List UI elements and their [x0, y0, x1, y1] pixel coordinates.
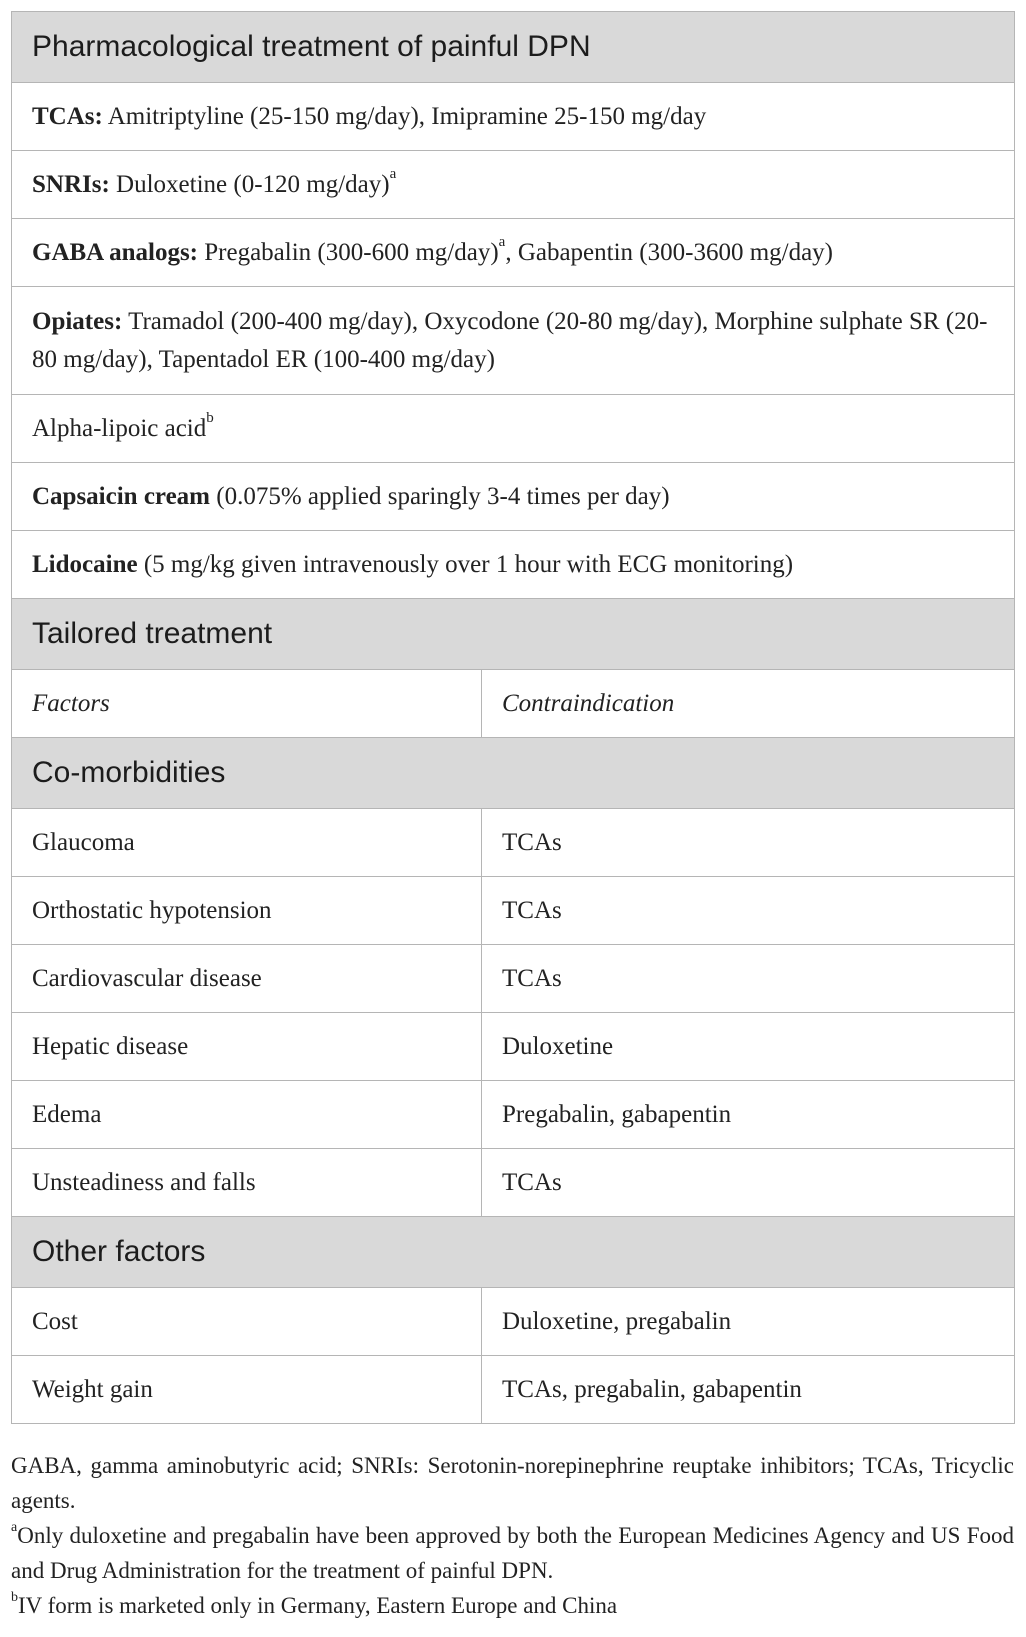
table-row [12, 219, 1015, 287]
drug-detail: Tramadol (200-400 mg/day), Oxycodone (20-80 mg/day), Morphine sulphate SR (20-80 mg/day), Tapentadol ER (100-400 mg/day) [32, 307, 988, 373]
column-header-contraindication: Contraindication [482, 670, 1015, 738]
factor-cell: Glaucoma [12, 809, 482, 877]
drug-detail: (0.075% applied sparingly 3-4 times per day) [210, 482, 670, 510]
drug-class: SNRIs: [32, 170, 110, 198]
drug-class: Opiates: [32, 307, 123, 335]
drug-class: Capsaicin cream [32, 482, 210, 510]
section-header-other-factors [12, 1217, 1015, 1288]
footnote-mark: b [11, 1590, 18, 1606]
footnote-a [11, 1518, 1014, 1588]
table-row [12, 531, 1015, 599]
treatment-table-container [11, 11, 1014, 1424]
abbreviations-note: GABA, gamma aminobutyric acid; SNRIs: Serotonin-norepinephrine reuptake inhibitors; TCAs, Tricyclic agents. [11, 1453, 1014, 1513]
contraindication-cell: TCAs [482, 945, 1015, 1013]
factor-cell: Weight gain [12, 1356, 482, 1424]
table-row [12, 151, 1015, 219]
drug-detail: Duloxetine (0-120 mg/day) [109, 170, 390, 198]
drug-detail: , Gabapentin (300-3600 mg/day) [505, 238, 834, 266]
footnote-mark: b [206, 410, 214, 427]
table-row [12, 287, 1015, 395]
contraindication-cell: TCAs [482, 809, 1015, 877]
table-row [12, 83, 1015, 151]
footnote-b [11, 1588, 1014, 1623]
contraindication-cell: TCAs [482, 1149, 1015, 1217]
section-title: Other factors [12, 1217, 1015, 1288]
column-header-factors: Factors [12, 670, 482, 738]
section-header-comorbidities [12, 738, 1015, 809]
drug-cell [12, 219, 1015, 287]
footnote-mark: a [389, 166, 397, 183]
table-row [12, 945, 1015, 1013]
footnote-mark: a [11, 1520, 18, 1536]
column-header-row [12, 670, 1015, 738]
factor-cell: Cost [12, 1288, 482, 1356]
drug-class: GABA analogs: [32, 238, 199, 266]
factor-cell: Unsteadiness and falls [12, 1149, 482, 1217]
table-row [12, 1288, 1015, 1356]
drug-cell [12, 463, 1015, 531]
drug-cell [12, 287, 1015, 395]
footnote-mark: a [498, 234, 506, 251]
section-title: Pharmacological treatment of painful DPN [12, 12, 1015, 83]
treatment-table [11, 11, 1015, 1424]
table-row [12, 809, 1015, 877]
drug-cell [12, 151, 1015, 219]
drug-cell [12, 395, 1015, 463]
table-row [12, 877, 1015, 945]
footnote-text: IV form is marketed only in Germany, Eastern Europe and China [18, 1593, 618, 1618]
contraindication-cell: Duloxetine, pregabalin [482, 1288, 1015, 1356]
table-row [12, 1081, 1015, 1149]
factor-cell: Cardiovascular disease [12, 945, 482, 1013]
table-row [12, 1013, 1015, 1081]
drug-detail: (5 mg/kg given intravenously over 1 hour with ECG monitoring) [137, 550, 794, 578]
drug-class: Lidocaine [32, 550, 138, 578]
table-row [12, 1356, 1015, 1424]
contraindication-cell: TCAs [482, 877, 1015, 945]
drug-class: TCAs: [32, 102, 103, 130]
section-header-tailored [12, 599, 1015, 670]
contraindication-cell: Pregabalin, gabapentin [482, 1081, 1015, 1149]
table-row [12, 463, 1015, 531]
drug-cell [12, 83, 1015, 151]
factor-cell: Hepatic disease [12, 1013, 482, 1081]
section-title: Co-morbidities [12, 738, 1015, 809]
contraindication-cell: Duloxetine [482, 1013, 1015, 1081]
table-footnotes [11, 1448, 1014, 1623]
factor-cell: Edema [12, 1081, 482, 1149]
section-title: Tailored treatment [12, 599, 1015, 670]
drug-detail: Amitriptyline (25-150 mg/day), Imipramine 25-150 mg/day [102, 102, 707, 130]
drug-detail: Pregabalin (300-600 mg/day) [198, 238, 499, 266]
drug-cell [12, 531, 1015, 599]
section-header-pharmacological [12, 12, 1015, 83]
factor-cell: Orthostatic hypotension [12, 877, 482, 945]
footnote-text: Only duloxetine and pregabalin have been approved by both the European Medicines Agency and US Food and Drug Administration for the treatment of painful DPN. [11, 1523, 1014, 1583]
table-row [12, 1149, 1015, 1217]
drug-detail: Alpha-lipoic acid [32, 414, 207, 442]
contraindication-cell: TCAs, pregabalin, gabapentin [482, 1356, 1015, 1424]
table-row [12, 395, 1015, 463]
